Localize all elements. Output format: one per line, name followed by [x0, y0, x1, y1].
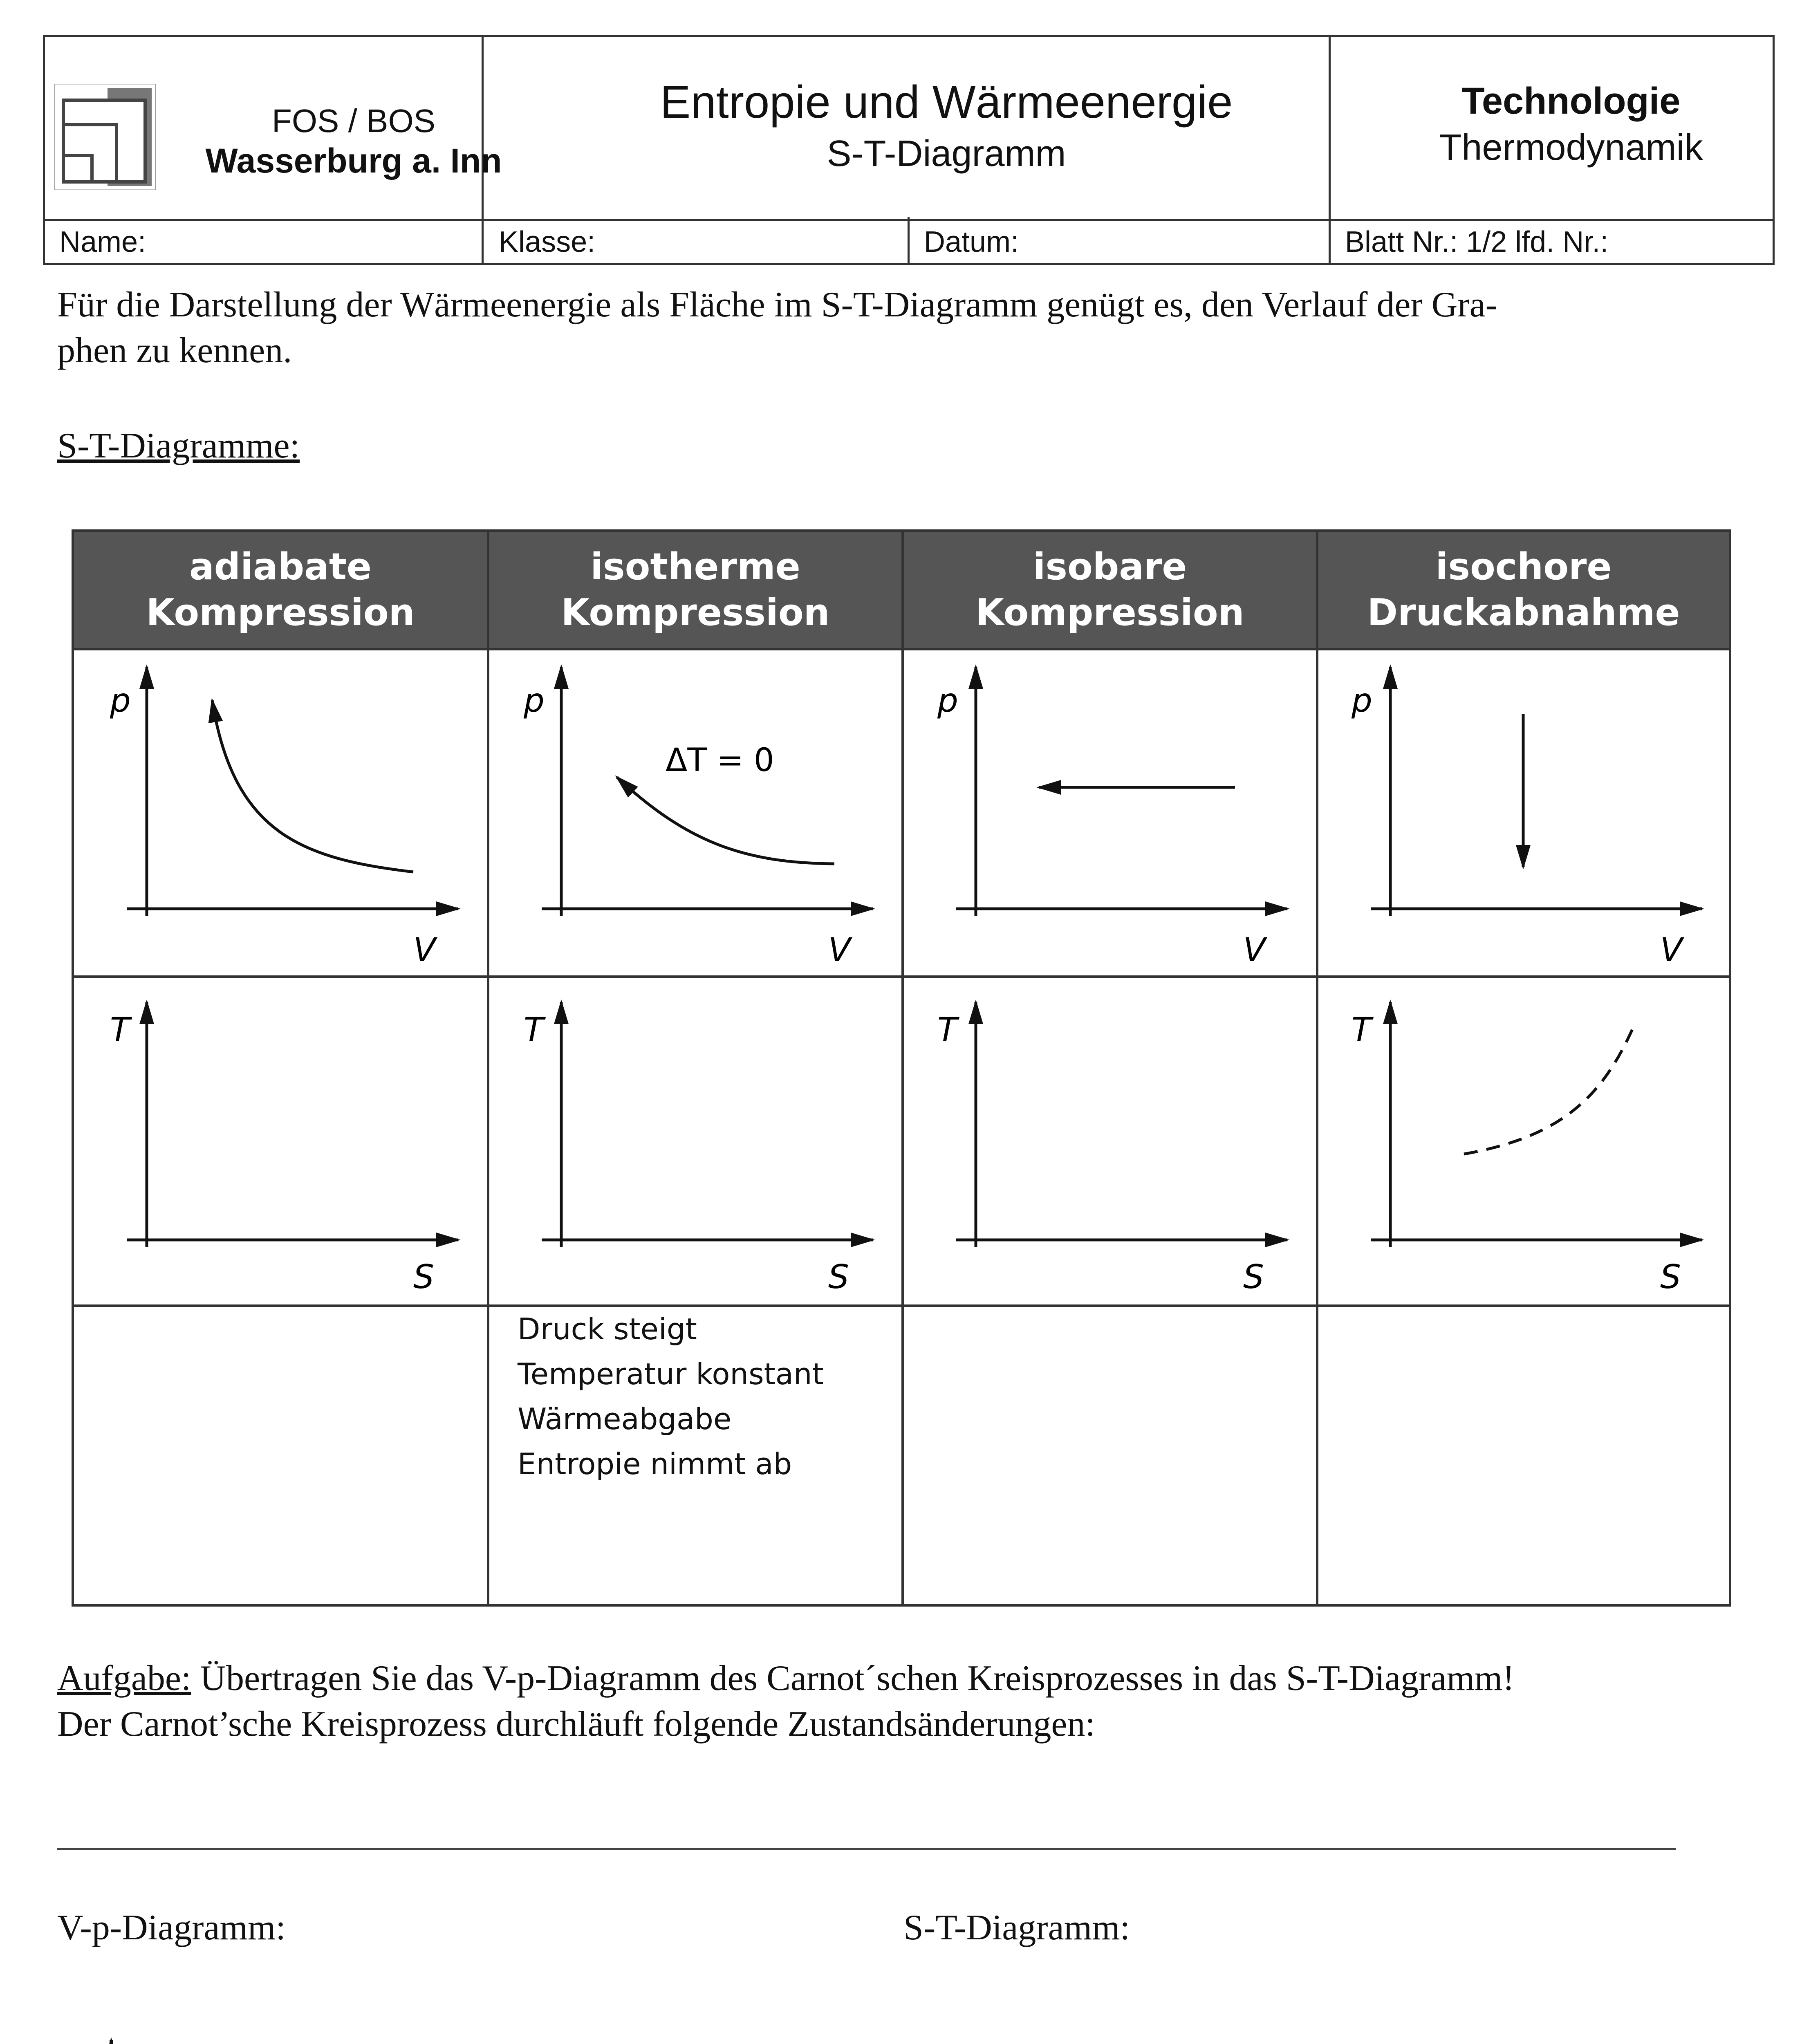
- s-axis-label: S: [1660, 1258, 1681, 1296]
- ts-diagram-isochoric: [1352, 1002, 1702, 1296]
- name-field-label: Name:: [59, 226, 146, 258]
- carnot-vp-diagram: [67, 2040, 777, 2044]
- ts-diagram-adiabatic: [110, 1002, 458, 1296]
- p-axis-label: p: [937, 681, 958, 719]
- date-field-label: Datum:: [924, 226, 1019, 258]
- field-divider: [1329, 217, 1331, 263]
- worksheet-header: [43, 35, 1772, 272]
- pv-diagram-isobaric: [937, 667, 1287, 969]
- s-axis-label: S: [828, 1258, 849, 1296]
- task-text: [57, 1656, 1795, 1747]
- v-axis-label: V: [1660, 931, 1683, 969]
- p-axis-label: p: [1352, 681, 1372, 719]
- column-header-line: Kompression: [561, 591, 830, 634]
- column-header-line: isotherme: [590, 545, 800, 588]
- page-title: Entropie und Wärmeenergie: [660, 76, 1233, 128]
- column-header-line: Kompression: [975, 591, 1244, 634]
- ts-diagram-isobaric: [937, 1002, 1287, 1296]
- s-axis-label: S: [413, 1258, 434, 1296]
- pv-diagram-isothermal: [523, 667, 873, 969]
- p-axis-label: p: [524, 681, 545, 719]
- note-line: Entropie nimmt ab: [518, 1447, 792, 1481]
- pv-diagram-isochoric: [1351, 667, 1702, 969]
- pv-diagram-adiabatic: [110, 667, 458, 969]
- delta-t-zero-label: ΔT = 0: [666, 742, 774, 779]
- st-diagram-heading: S-T-Diagramm:: [903, 1908, 1130, 1948]
- t-axis-label: T: [110, 1011, 130, 1049]
- task-label: Aufgabe:: [57, 1659, 191, 1698]
- isothermal-notes: [518, 1307, 824, 1486]
- school-name-line1: FOS / BOS: [271, 103, 436, 139]
- subject: Technologie: [1461, 80, 1681, 122]
- note-line: Temperatur konstant: [518, 1357, 824, 1391]
- section-heading: S-T-Diagramme:: [57, 426, 300, 466]
- column-header-line: Kompression: [146, 591, 415, 634]
- note-line: Druck steigt: [518, 1312, 697, 1346]
- task-line: Der Carnot’sche Kreisprozess durchläuft folgende Zustandsänderungen:: [57, 1704, 1095, 1744]
- v-axis-label: V: [1243, 931, 1266, 969]
- p-axis-label: p: [110, 681, 131, 719]
- table-diagrams: [74, 532, 1729, 1604]
- sheet-number-label: Blatt Nr.: 1/2 lfd. Nr.:: [1345, 226, 1609, 258]
- ts-diagram-isothermal: [524, 1002, 873, 1296]
- carnot-diagrams: [0, 2003, 1811, 2044]
- column-header-line: isochore: [1435, 545, 1612, 588]
- vp-diagram-heading: V-p-Diagramm:: [57, 1908, 286, 1948]
- t-axis-label: T: [524, 1011, 544, 1049]
- column-header-line: isobare: [1033, 545, 1187, 588]
- field-divider: [482, 217, 484, 263]
- task-line: [57, 1656, 1795, 1701]
- intro-text: [57, 282, 1774, 374]
- st-diagram-table: [72, 529, 1731, 1607]
- field-divider: [908, 217, 910, 263]
- t-axis-label: T: [1352, 1011, 1372, 1049]
- note-line: Wärmeabgabe: [518, 1402, 732, 1436]
- class-field-label: Klasse:: [499, 226, 596, 258]
- answer-line[interactable]: [57, 1848, 1676, 1850]
- intro-line: Für die Darstellung der Wärmeenergie als Fläche im S-T-Diagramm genügt es, den Verlauf der Gra-: [57, 285, 1497, 325]
- school-name-line2: Wasserburg a. Inn: [205, 141, 502, 180]
- column-header-line: Druckabnahme: [1367, 591, 1680, 634]
- page-subtitle: S-T-Diagramm: [827, 133, 1066, 174]
- v-axis-label: V: [413, 931, 436, 969]
- s-axis-label: S: [1243, 1258, 1264, 1296]
- school-logo-icon: [54, 84, 156, 190]
- intro-line: phen zu kennen.: [57, 331, 292, 370]
- v-axis-label: V: [828, 931, 851, 969]
- column-header-line: adiabate: [189, 545, 372, 588]
- subject-sub: Thermodynamik: [1439, 127, 1703, 168]
- t-axis-label: T: [937, 1011, 957, 1049]
- task-instruction: Übertragen Sie das V-p-Diagramm des Carnot´schen Kreisprozesses in das S-T-Diagramm!: [191, 1659, 1515, 1698]
